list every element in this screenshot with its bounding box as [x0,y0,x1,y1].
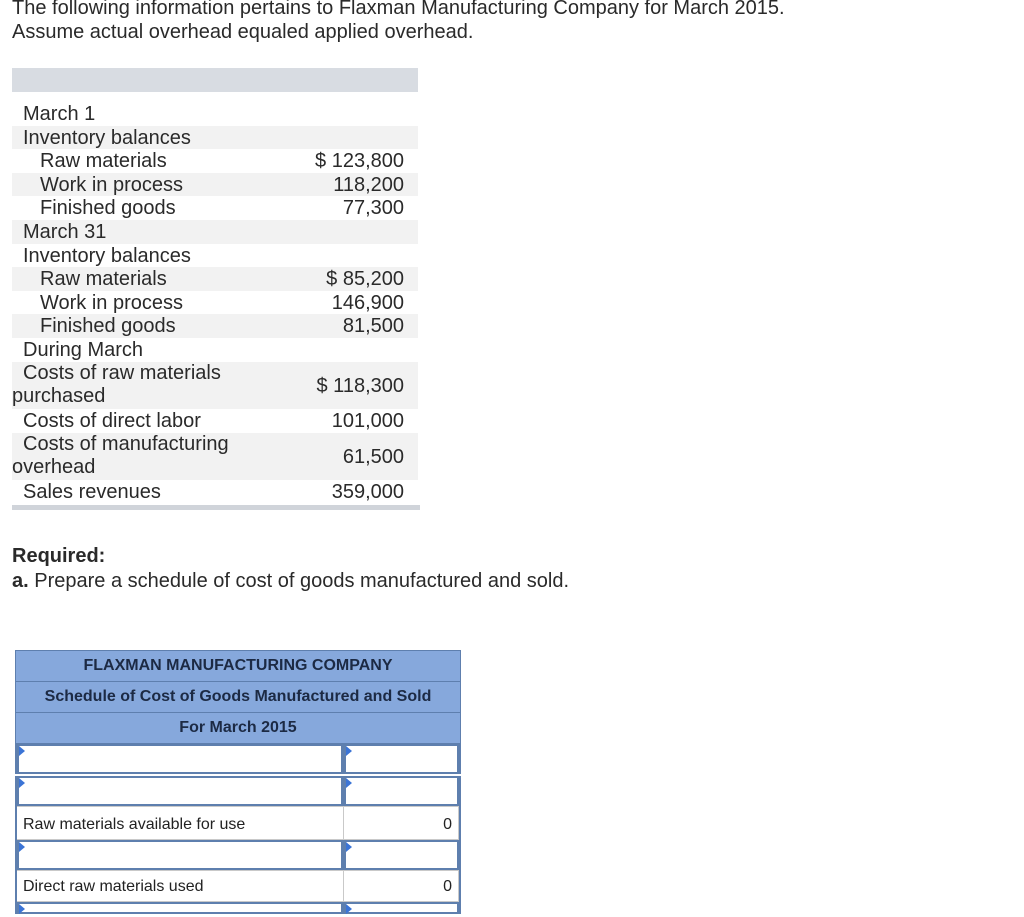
dropdown-arrow-icon [19,842,25,852]
row-label: Raw materials [40,268,167,291]
table-row [12,102,418,126]
row-label: Costs of direct labor [23,409,201,432]
table-row [15,776,461,806]
table-row [12,244,418,268]
direct-used-value-cell [343,870,459,902]
row-value: 81,500 [342,315,404,338]
raw-available-label-cell [17,806,343,840]
amount-input[interactable] [343,902,459,914]
table-row [12,362,418,409]
info-table-footer [12,505,420,510]
row-label: Work in process [40,173,184,196]
required-item-text: Prepare a schedule of cost of goods manufactured and sold. [34,570,570,592]
schedule-table [15,650,461,914]
dropdown-arrow-icon [19,746,25,756]
table-row [15,870,461,902]
table-row [12,338,418,362]
table-row [12,220,418,244]
table-row [15,806,461,840]
row-value: 359,000 [331,480,404,503]
row-value: $ 85,200 [326,268,404,291]
dropdown-arrow-icon [19,904,25,914]
row-label-line-2: overhead [12,456,96,479]
row-value: 118,200 [333,173,404,196]
line-item-input[interactable] [17,840,343,870]
table-row [12,126,418,150]
table-row [12,291,418,315]
table-row [12,433,418,480]
required-item-letter: a. [12,570,29,592]
info-table-header [12,68,418,92]
required-heading: Required: [12,545,106,567]
dropdown-arrow-icon [19,778,25,788]
row-value: $ 118,300 [316,374,404,397]
table-row [12,409,418,433]
intro-text [12,0,785,44]
line-item-input[interactable] [17,744,343,774]
row-label: Raw materials available for use [23,816,246,833]
row-value: 146,900 [331,291,404,314]
row-label: Direct raw materials used [23,878,204,895]
row-label-line-1: Costs of manufacturing [23,432,229,455]
line-item-input[interactable] [17,776,343,806]
amount-input[interactable] [343,840,459,870]
row-value: 77,300 [342,197,404,220]
row-value: $ 123,800 [315,150,404,173]
dropdown-arrow-icon [346,842,352,852]
required-item [12,569,569,594]
dropdown-arrow-icon [346,778,352,788]
table-row [15,744,461,774]
row-label: Inventory balances [23,126,191,149]
row-label: Work in process [40,291,184,314]
row-label-line-2: purchased [12,385,106,408]
dropdown-arrow-icon [346,904,352,914]
row-label: Sales revenues [23,480,161,503]
amount-input[interactable] [343,744,459,774]
raw-available-value-cell [343,806,459,840]
row-label: Finished goods [40,197,176,220]
row-label: Raw materials [40,150,167,173]
table-row [12,149,418,173]
row-label: Finished goods [40,315,176,338]
row-label: March 1 [23,103,96,125]
line-item-input[interactable] [17,902,343,914]
row-label: March 31 [23,220,107,243]
required-section [12,544,569,594]
row-value: 0 [443,816,452,833]
schedule-company: FLAXMAN MANUFACTURING COMPANY [15,650,461,681]
dropdown-arrow-icon [346,746,352,756]
table-row [12,480,418,504]
row-label: Inventory balances [23,244,191,267]
table-row [12,196,418,220]
table-row [15,902,461,914]
table-row [12,314,418,338]
row-label [12,433,229,480]
row-label [12,362,221,409]
direct-used-label-cell [17,870,343,902]
table-row [12,173,418,197]
row-label: During March [23,338,144,361]
row-label-line-1: Costs of raw materials [23,361,221,384]
schedule-period: For March 2015 [15,712,461,744]
row-value: 61,500 [342,445,404,468]
schedule-title: Schedule of Cost of Goods Manufactured and Sold [15,681,461,712]
table-row [15,840,461,870]
table-row [12,267,418,291]
info-table [12,68,418,504]
amount-input[interactable] [343,776,459,806]
row-value: 0 [443,878,452,895]
row-value: 101,000 [331,409,404,432]
intro-line-1: The following information pertains to Flaxman Manufacturing Company for March 2015. [12,0,785,19]
intro-line-2: Assume actual overhead equaled applied overhead. [12,21,474,43]
